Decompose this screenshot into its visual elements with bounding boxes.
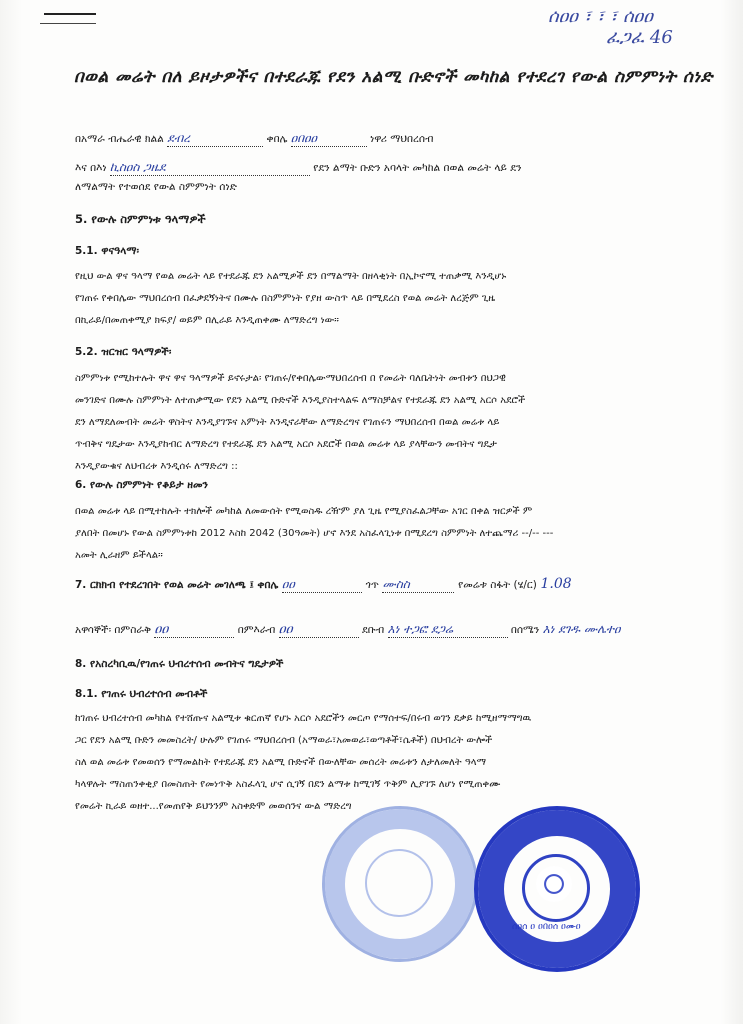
woreda-field [167, 131, 263, 147]
east-field [154, 622, 234, 638]
got-value: ሙስስ [382, 577, 410, 591]
woreda-value: ደብረ [167, 131, 190, 145]
text-line: አመት ሊራዘም ይችላል። [75, 550, 163, 561]
intro-line-1 [75, 131, 433, 147]
section-5-heading: 5. የውሉ ስምምነቱ ዓላማዎች [75, 212, 206, 226]
section-6-paragraph [75, 501, 695, 567]
section-8-heading: 8. የአስረካቢዉ/የገጠሩ ህብረተሰብ መብትና ግዴታዎች [75, 658, 284, 670]
east-value: ዐዐ [154, 622, 169, 637]
got-field [382, 577, 454, 593]
stamp-text: ሰዐሰ ዐ ዐበዐሰ ዐሙዐ [512, 922, 581, 932]
text-line: የመሬት ኪራይ ወዘተ...የመጠየቅ ይህንንም አስቀድሞ መወሰንና ውል ማድረግ [75, 801, 352, 812]
text-line: ደን ለማደለመብት መሬት ዋስትና እንዲያገኙና አምነት እንዲኖራቸው ለማድረግና የገጠሩን ማህበረሰብ በወል መሬቱ ላይ [75, 417, 500, 428]
stamp-inner-ring [365, 849, 433, 917]
group-name-field [110, 160, 310, 176]
document-title: በወል መሬት በለ ይዞታዎችና በተደራጁ የደን አልሚ ቡድኖች መካከል የተደረገ የውል ስምምነት ሰነድ [74, 67, 713, 87]
section-7-heading: 7. ርክክብ የተደረገበት የወል መሬት መገለጫ ፤ ቀበሌ [75, 579, 279, 591]
text-line: ያለበት በመሆኑ የውል ስምምነቱከ 2012 እስከ 2042 (30ዓመት) ሆኖ እንደ አስፈላጊነቱ በሚደረግ ስምምነት ለተጨማሪ --/-- --- [75, 528, 554, 539]
west-value: ዐዐ [278, 622, 293, 637]
text-line: የገጠሩ የቀበሌው ማህበረሰብ በፈቃደኝነትና በሙሉ በስምምነት የያዘ ውስጥ ላይ በሚደረስ የወል መሬት ለረጅም ጊዜ [75, 293, 496, 304]
east-label: አዋሳኞች፡ በምስራቅ [75, 624, 152, 636]
section-8-1-paragraph [75, 708, 695, 818]
area-value: 1.08 [540, 576, 572, 592]
land-kebele-field [282, 577, 362, 593]
intro-label: በአማራ ብሔራዊ ክልል [75, 133, 164, 145]
west-label: በምእራብ [237, 624, 276, 636]
section-6-heading: 6. የውሉ ስምምነት የቆይታ ዘመን [75, 479, 208, 491]
text-line: ስምምነቱ የሚከተሉት ዋና ዋና ዓላማዎች ይኖሩታል፡ የገጠሩ/የቀበሌውማህበረሰብ በ የመሬት ባለቤትነት መብቱን በህጋዊ [75, 373, 506, 384]
text-line: ጥብቅና ግዴታው እንዲያከብር ለማድረግ የተደራጁ ደን አልሚ አርሶ አደሮች በወል መሬቱ ላይ ያላቸውን መብትና ግዴታ [75, 439, 497, 450]
text-line: በወል መሬቱ ላይ በሚተከሉት ተክሎች መካከል ለመውሰት የሚወስዱ ረዥም ያለ ጊዜ የሚያስፈልጋቸው አገር በቀል ዝርዎች ም [75, 506, 533, 517]
got-label: ጎጥ [365, 579, 379, 591]
corner-note-line1: ሰዐዐ ፣ ፣ ፣ ሰዐዐ [548, 6, 653, 27]
intro-label: የደን ልማት ቡድን አባላት መካከል በወል መሬት ላይ ደን [313, 162, 522, 174]
text-line: እንዲያውቁና ለህብረቱ እንዲሰሩ ለማድረግ :: [75, 461, 238, 472]
section-7-line-2 [75, 622, 620, 638]
text-line: በኪራይ/በመጠቀሚያ ክፍያ/ ወይም በሊራይ እንዲጠቀሙ ለማድረግ ነው። [75, 315, 339, 326]
section-8-1-heading: 8.1. የገጠሩ ህብረተሰብ መብቶች [75, 688, 208, 700]
kebele-field [291, 131, 367, 147]
text-line: መንገድና በሙሉ ስምምነት ለተጠቃሚው የደን አልሚ ቡድኖች እንዲያስተላልፍ ለማስቻልና የተደራጁ ደን አልሚ አርሶ አደሮች [75, 395, 526, 406]
pen-mark [44, 13, 96, 15]
section-5-1-heading: 5.1. ዋናዓላማ፡ [75, 245, 139, 257]
text-line: ስለ ወል መሬቱ የመወሰን የማመልከት የተደራጁ ደን አልሚ ቡድኖች በውለቸው መሰረት መሬቱን ለታለመለት ዓላማ [75, 757, 487, 768]
group-name-value: ኪስዐስ ጋዜደ [109, 160, 166, 174]
community-label: ነዋሪ ማህበረሰብ [370, 133, 434, 145]
text-line: ከገጠሩ ህብረተሰብ መካከል የተሸጡና አልሚቱ ቁርጠኛ የሆኑ አርሶ አደሮችን መርጦ የማሰተፍ/በሩብ ወገን ደቃይ ከሚዘማማግዉ [75, 713, 532, 724]
west-field [279, 622, 359, 638]
south-label: ደቡብ [362, 624, 385, 636]
kebele-value: ዐበዐዐ [290, 131, 318, 145]
official-stamp [474, 806, 640, 972]
text-line: ካላዋሉት ማስጠንቀቂያ በመስጠት የመነጥቅ አስፈላጊ ሆኖ ሲገኝ በደን ልማቱ ከሚገኝ ጥቅም ሊያገኙ ለሆነ የሚጠቀሙ [75, 779, 501, 790]
text-line: ጋር የደን አልሚ ቡድን መመስረት/ ሁሉም የገጠሩ ማህበረሰብ (አማወራ፣አመወራ፣ወጣቶች፣ሴቶች) በህብረት ውሎች [75, 735, 493, 746]
official-stamp-faded [322, 806, 478, 962]
section-5-2-paragraph [75, 368, 695, 478]
land-kebele-value: ዐዐ [281, 577, 295, 591]
section-5-1-paragraph [75, 266, 695, 332]
north-label: በሰሜን [510, 624, 540, 636]
south-field [388, 622, 508, 638]
area-label: የመሬቱ ስፋት (ሄ/ር) [458, 579, 537, 591]
text-line: የዚህ ውል ዋና ዓላማ የወል መሬት ላይ የተደራጁ ደን አልሚዎች ደን በማልማት በዘላቂነት በኢኮኖሚ ተጠቃሚ እንዲሆኑ [75, 271, 507, 282]
emblem-icon [536, 866, 572, 902]
south-value: እነ ተጋፎ ደጋሬ [387, 622, 454, 636]
intro-line-3: ለማልማት የተወሰደ የውል ስምምነት ሰነድ [75, 181, 237, 193]
intro-line-2 [75, 160, 521, 176]
intro-label: እና በእነ [75, 162, 107, 174]
kebele-label: ቀበሌ [266, 133, 288, 145]
corner-note-line2: ፈጋፈ 46 [606, 27, 673, 48]
pen-mark [40, 23, 96, 24]
section-5-2-heading: 5.2. ዝርዝር ዓላማዎች፡ [75, 346, 172, 358]
section-7-line-1 [75, 576, 572, 593]
north-value: እነ ደገዱ ሙሌተዐ [542, 622, 621, 636]
handwritten-corner-note [548, 6, 673, 48]
